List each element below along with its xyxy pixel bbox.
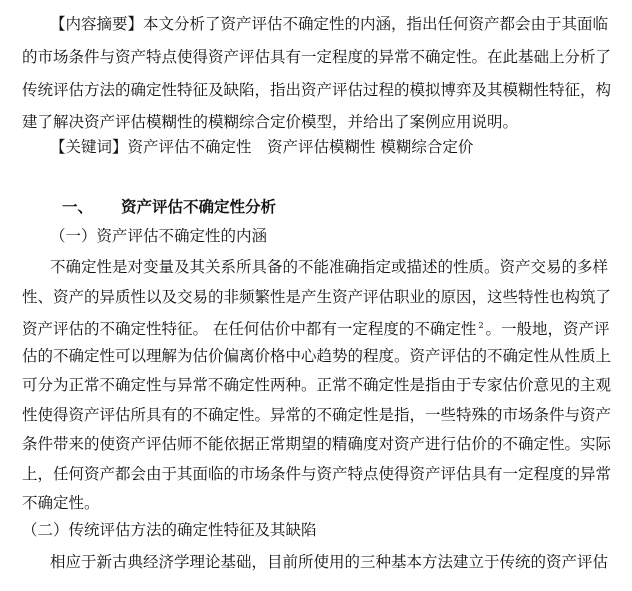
subsection-title: （二）传统评估方法的确定性特征及其缺陷 xyxy=(22,521,317,539)
section-number: 一、 xyxy=(62,198,94,216)
body-line: 性使得资产评估所具有的不确定性。异常的不确定性是指，一些特殊的市场条件与资产 xyxy=(22,406,612,424)
body-line: 不确定性是对变量及其关系所具备的不能准确指定或描述的性质。资产交易的多样 xyxy=(50,258,609,276)
body-line: 条件带来的使资产评估师不能依据正常期望的精确度对资产进行估价的不确定性。实际 xyxy=(22,435,612,453)
body-line-tail: 。一般地，资产评 xyxy=(485,320,610,339)
body-line: 性、资产的异质性以及交易的非频繁性是产生资产评估职业的原因，这些特性也构筑了 xyxy=(22,288,612,306)
abstract-line: 的市场条件与资产特点使得资产评估具有一定程度的异常不确定性。在此基础上分析了 xyxy=(22,48,612,66)
abstract-line: 传统评估方法的确定性特征及缺陷，指出资产评估过程的模拟博弈及其模糊性特征，构 xyxy=(22,81,612,99)
body-line xyxy=(22,316,610,339)
body-line-text: 资产评估的不确定性特征。 在任何估价中都有一定程度的不确定性 xyxy=(22,320,477,339)
subsection-title: （一）资产评估不确定性的内涵 xyxy=(50,227,268,245)
body-line: 上，任何资产都会由于其面临的市场条件与资产特点使得资产评估具有一定程度的异常 xyxy=(22,465,612,483)
section-title: 资产评估不确定性分析 xyxy=(121,198,277,216)
body-line: 不确定性。 xyxy=(22,494,100,512)
abstract-line: 建了解决资产评估模糊性的模糊综合定价模型，并给出了案例应用说明。 xyxy=(22,113,519,131)
body-line: 可分为正常不确定性与异常不确定性两种。正常不确定性是指由于专家估价意见的主观 xyxy=(22,376,612,394)
abstract-line: 【内容摘要】本文分析了资产评估不确定性的内涵，指出任何资产都会由于其面临 xyxy=(50,15,609,33)
footnote-marker: 2 xyxy=(478,321,484,330)
body-line: 估的不确定性可以理解为估价偏离价格中心趋势的程度。资产评估的不确定性从性质上 xyxy=(22,347,612,365)
keywords: 【关键词】资产评估不确定性 资产评估模糊性 模糊综合定价 xyxy=(50,138,474,156)
body-line: 相应于新古典经济学理论基础，目前所使用的三种基本方法建立于传统的资产评估 xyxy=(50,553,609,571)
section-heading xyxy=(62,197,276,217)
